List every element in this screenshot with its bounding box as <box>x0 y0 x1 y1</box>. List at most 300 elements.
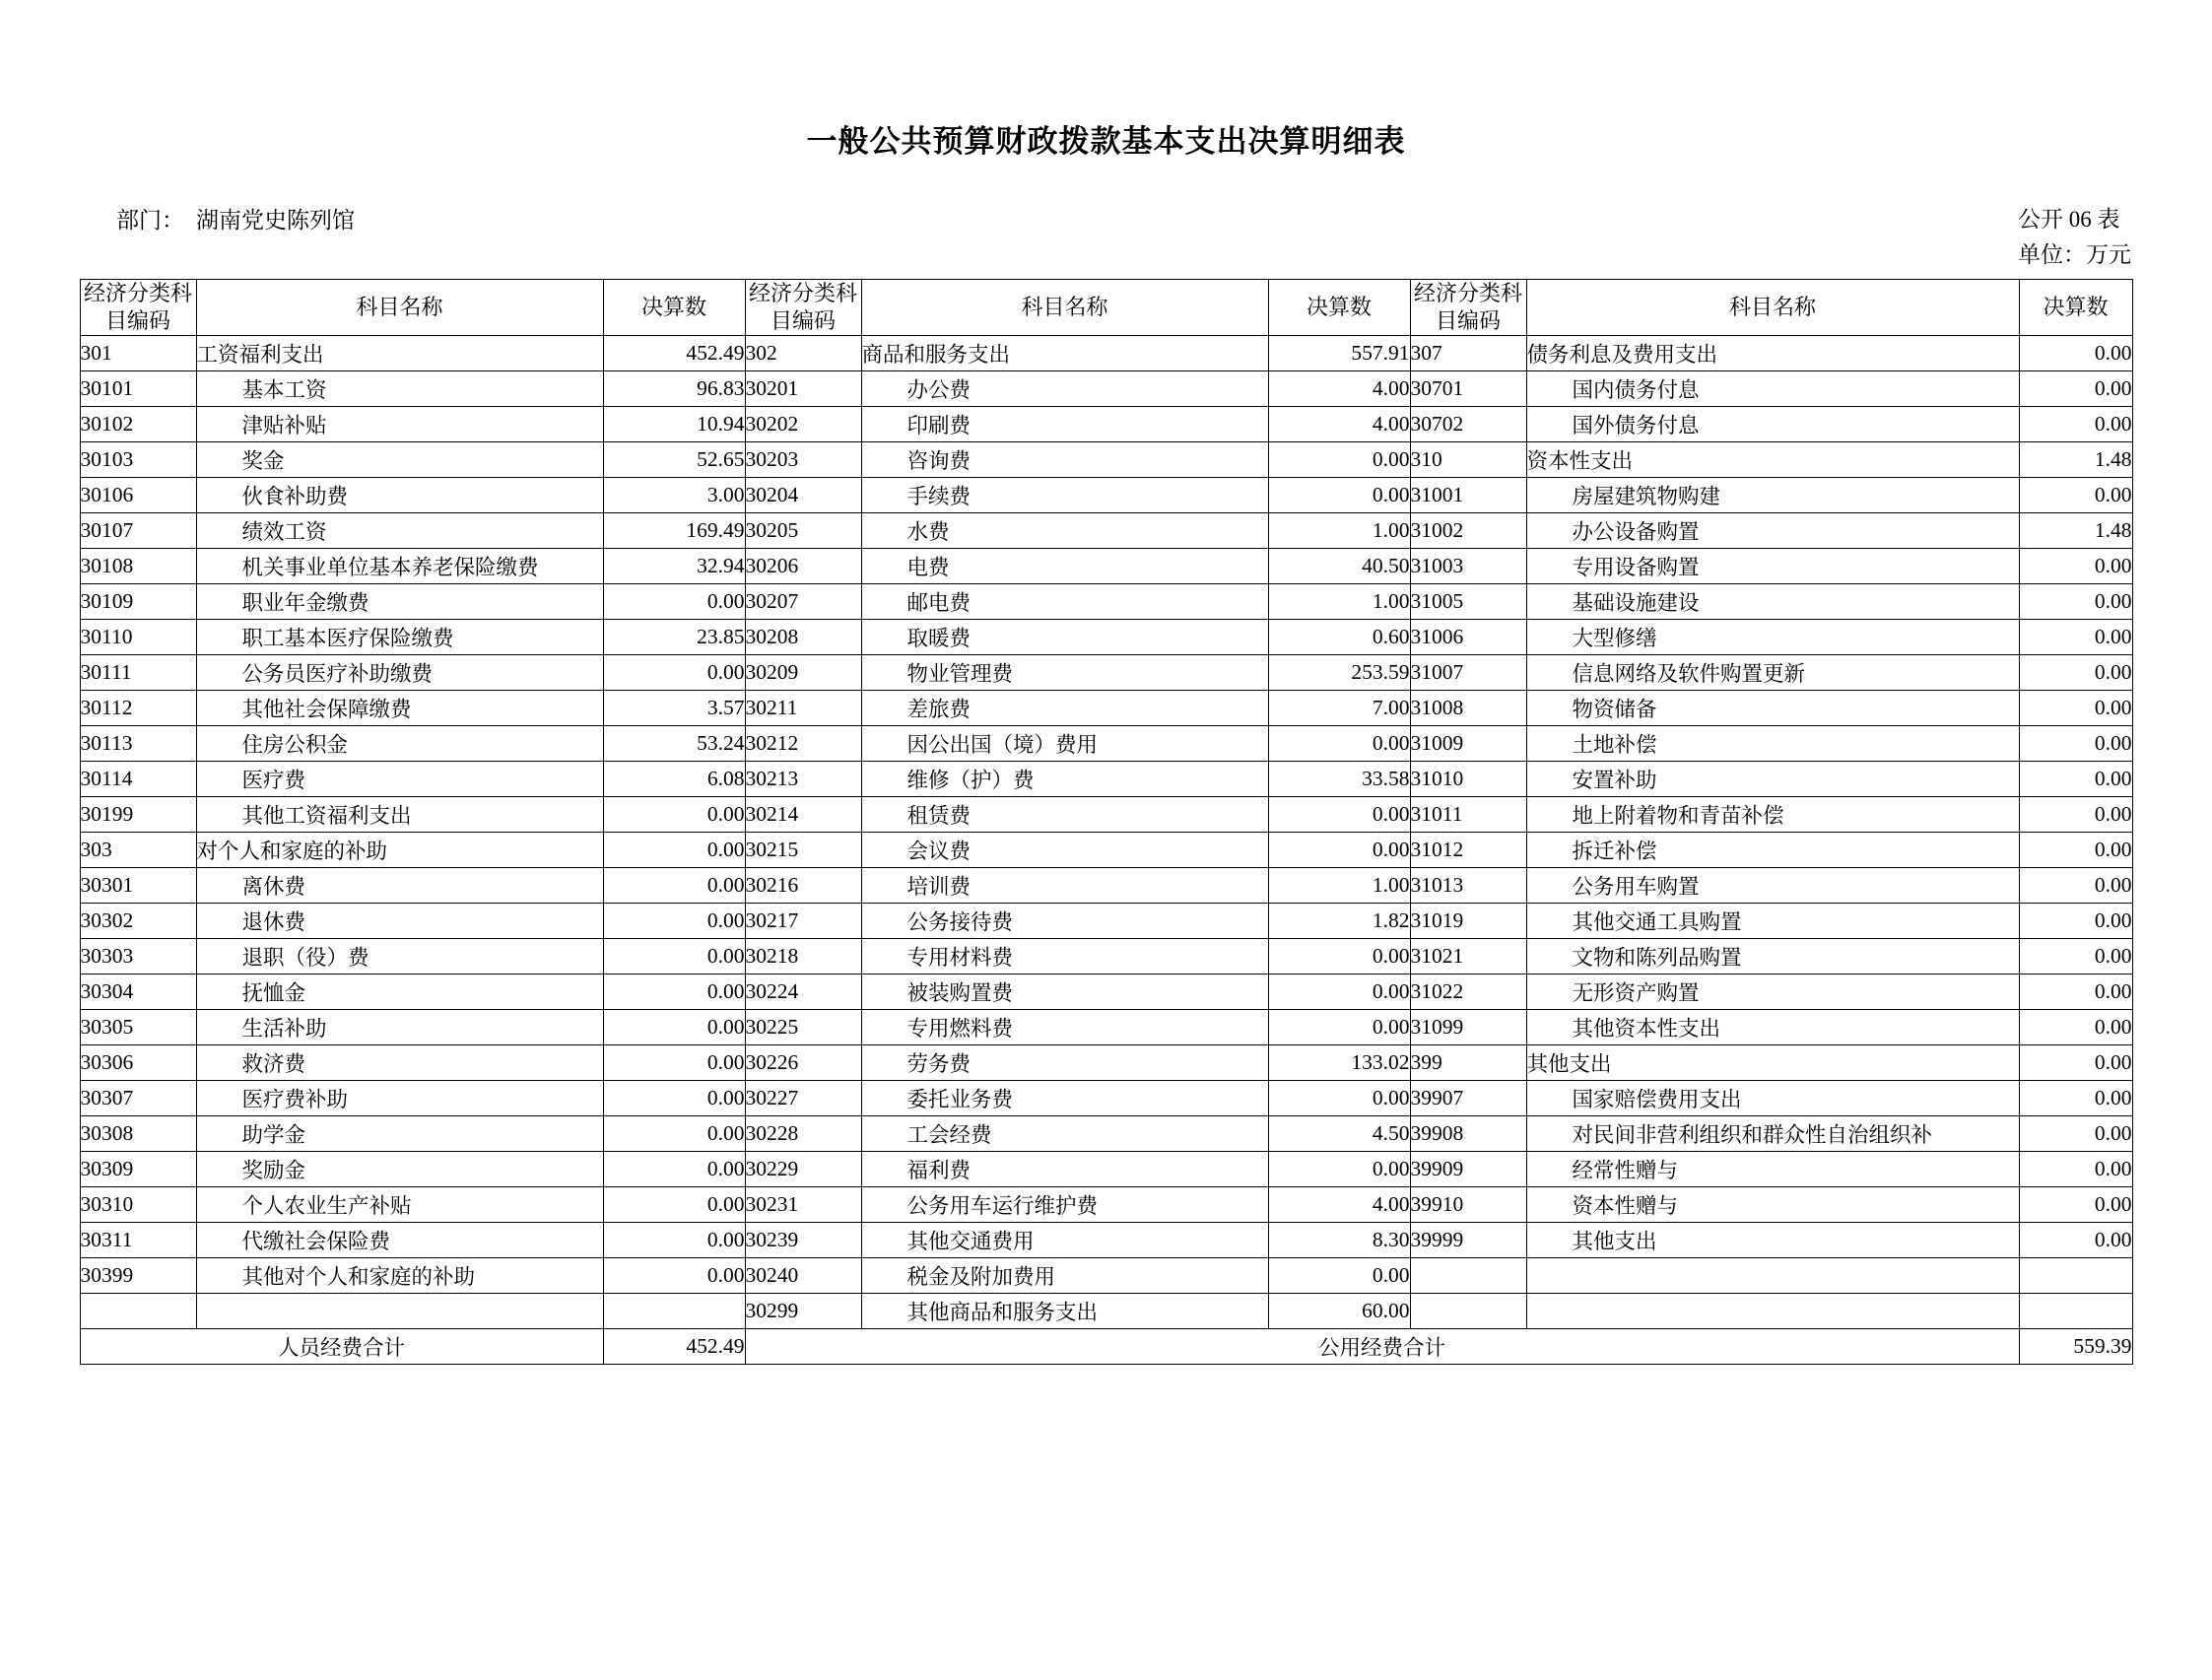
cell-amount-2: 557.91 <box>1268 336 1410 371</box>
cell-amount-1: 32.94 <box>603 549 745 584</box>
cell-amount-3: 0.00 <box>2019 1187 2132 1223</box>
cell-name-3: 经常性赠与 <box>1526 1152 2019 1187</box>
cell-code-2: 30203 <box>745 442 861 478</box>
cell-amount-1: 0.00 <box>603 1258 745 1294</box>
personnel-total-label: 人员经费合计 <box>80 1329 603 1365</box>
public-total-value: 559.39 <box>2019 1329 2132 1365</box>
cell-amount-3: 0.00 <box>2019 762 2132 797</box>
cell-code-3: 31008 <box>1410 691 1526 726</box>
cell-amount-2: 1.00 <box>1268 868 1410 904</box>
cell-code-2: 30228 <box>745 1116 861 1152</box>
cell-amount-3: 0.00 <box>2019 1152 2132 1187</box>
cell-amount-1: 452.49 <box>603 336 745 371</box>
cell-amount-1: 0.00 <box>603 868 745 904</box>
unit-label: 单位：万元 <box>2018 241 2131 267</box>
cell-code-2: 30215 <box>745 833 861 868</box>
cell-code-3 <box>1410 1258 1526 1294</box>
cell-amount-1: 0.00 <box>603 833 745 868</box>
cell-code-2: 30224 <box>745 974 861 1010</box>
cell-amount-3: 0.00 <box>2019 1223 2132 1258</box>
cell-code-3 <box>1410 1294 1526 1329</box>
cell-amount-3: 0.00 <box>2019 833 2132 868</box>
cell-code-1: 30111 <box>80 655 196 691</box>
cell-code-2: 30212 <box>745 726 861 762</box>
cell-code-3: 39999 <box>1410 1223 1526 1258</box>
cell-amount-1: 3.57 <box>603 691 745 726</box>
header-code-2: 经济分类科目编码 <box>745 280 861 336</box>
cell-amount-1: 0.00 <box>603 1045 745 1081</box>
cell-amount-1: 0.00 <box>603 1152 745 1187</box>
table-row <box>80 939 2132 974</box>
department-label: 部门： <box>116 208 184 233</box>
cell-code-3: 31011 <box>1410 797 1526 833</box>
cell-name-2: 公务接待费 <box>861 904 1268 939</box>
cell-amount-3: 0.00 <box>2019 797 2132 833</box>
cell-code-2: 30226 <box>745 1045 861 1081</box>
header-name-2: 科目名称 <box>861 280 1268 336</box>
cell-name-2: 邮电费 <box>861 584 1268 620</box>
table-header <box>80 280 2132 336</box>
cell-name-3: 大型修缮 <box>1526 620 2019 655</box>
cell-amount-2: 1.00 <box>1268 584 1410 620</box>
cell-code-1: 30304 <box>80 974 196 1010</box>
cell-name-2: 咨询费 <box>861 442 1268 478</box>
cell-code-1: 30102 <box>80 407 196 442</box>
cell-name-3: 其他支出 <box>1526 1223 2019 1258</box>
cell-amount-3: 0.00 <box>2019 939 2132 974</box>
cell-amount-2: 0.60 <box>1268 620 1410 655</box>
cell-amount-3: 1.48 <box>2019 513 2132 549</box>
cell-code-2: 30218 <box>745 939 861 974</box>
cell-code-3: 30701 <box>1410 371 1526 407</box>
cell-name-2: 专用材料费 <box>861 939 1268 974</box>
cell-code-1: 30114 <box>80 762 196 797</box>
cell-name-1: 代缴社会保险费 <box>196 1223 603 1258</box>
cell-name-2: 维修（护）费 <box>861 762 1268 797</box>
header-name-1: 科目名称 <box>196 280 603 336</box>
cell-amount-1: 0.00 <box>603 1081 745 1116</box>
cell-name-1: 医疗费补助 <box>196 1081 603 1116</box>
cell-name-1: 伙食补助费 <box>196 478 603 513</box>
public-total-label: 公用经费合计 <box>745 1329 2019 1365</box>
cell-name-3: 其他资本性支出 <box>1526 1010 2019 1045</box>
cell-name-1: 奖励金 <box>196 1152 603 1187</box>
cell-name-1: 工资福利支出 <box>196 336 603 371</box>
cell-name-3 <box>1526 1258 2019 1294</box>
cell-name-1: 助学金 <box>196 1116 603 1152</box>
cell-amount-1 <box>603 1294 745 1329</box>
cell-name-2: 电费 <box>861 549 1268 584</box>
cell-amount-2: 0.00 <box>1268 974 1410 1010</box>
cell-code-2: 30229 <box>745 1152 861 1187</box>
cell-code-3: 39908 <box>1410 1116 1526 1152</box>
cell-code-3: 30702 <box>1410 407 1526 442</box>
cell-code-2: 30205 <box>745 513 861 549</box>
table-row <box>80 1187 2132 1223</box>
cell-code-1: 30306 <box>80 1045 196 1081</box>
cell-name-2: 办公费 <box>861 371 1268 407</box>
header-code-1: 经济分类科目编码 <box>80 280 196 336</box>
cell-code-3: 31003 <box>1410 549 1526 584</box>
table-body <box>80 336 2132 1329</box>
cell-name-1: 其他对个人和家庭的补助 <box>196 1258 603 1294</box>
cell-code-3: 31013 <box>1410 868 1526 904</box>
table-footer <box>80 1329 2132 1365</box>
table-row <box>80 974 2132 1010</box>
cell-amount-2: 40.50 <box>1268 549 1410 584</box>
cell-code-1: 30307 <box>80 1081 196 1116</box>
table-row <box>80 797 2132 833</box>
budget-table <box>80 279 2133 1365</box>
cell-amount-3: 0.00 <box>2019 407 2132 442</box>
form-meta <box>2018 202 2131 272</box>
table-row <box>80 1258 2132 1294</box>
cell-name-2: 委托业务费 <box>861 1081 1268 1116</box>
cell-amount-1: 0.00 <box>603 655 745 691</box>
cell-code-3: 31007 <box>1410 655 1526 691</box>
cell-name-2: 福利费 <box>861 1152 1268 1187</box>
table-row <box>80 655 2132 691</box>
table-row <box>80 478 2132 513</box>
cell-code-3: 31010 <box>1410 762 1526 797</box>
cell-amount-1: 0.00 <box>603 1187 745 1223</box>
department-info <box>116 202 355 235</box>
cell-name-3: 国内债务付息 <box>1526 371 2019 407</box>
cell-code-1 <box>80 1294 196 1329</box>
personnel-total-value: 452.49 <box>603 1329 745 1365</box>
cell-name-2: 公务用车运行维护费 <box>861 1187 1268 1223</box>
department-value: 湖南党史陈列馆 <box>196 208 355 233</box>
cell-code-2: 30213 <box>745 762 861 797</box>
cell-code-2: 30225 <box>745 1010 861 1045</box>
cell-name-3: 办公设备购置 <box>1526 513 2019 549</box>
header-amount-1: 决算数 <box>603 280 745 336</box>
cell-code-2: 302 <box>745 336 861 371</box>
cell-amount-3: 0.00 <box>2019 974 2132 1010</box>
cell-amount-2: 0.00 <box>1268 797 1410 833</box>
cell-amount-2: 7.00 <box>1268 691 1410 726</box>
cell-amount-2: 0.00 <box>1268 1152 1410 1187</box>
cell-name-1: 医疗费 <box>196 762 603 797</box>
cell-amount-3 <box>2019 1258 2132 1294</box>
cell-amount-3: 0.00 <box>2019 868 2132 904</box>
table-row <box>80 513 2132 549</box>
cell-amount-3: 0.00 <box>2019 620 2132 655</box>
header-code-3: 经济分类科目编码 <box>1410 280 1526 336</box>
cell-name-3: 资本性支出 <box>1526 442 2019 478</box>
cell-amount-1: 0.00 <box>603 797 745 833</box>
cell-code-3: 31019 <box>1410 904 1526 939</box>
table-row <box>80 726 2132 762</box>
cell-name-1: 绩效工资 <box>196 513 603 549</box>
cell-name-3: 无形资产购置 <box>1526 974 2019 1010</box>
cell-amount-2: 60.00 <box>1268 1294 1410 1329</box>
cell-name-1: 职工基本医疗保险缴费 <box>196 620 603 655</box>
cell-code-1: 301 <box>80 336 196 371</box>
cell-name-1 <box>196 1294 603 1329</box>
cell-amount-1: 23.85 <box>603 620 745 655</box>
table-row <box>80 1116 2132 1152</box>
cell-amount-1: 0.00 <box>603 584 745 620</box>
cell-amount-3: 0.00 <box>2019 904 2132 939</box>
cell-amount-2: 4.00 <box>1268 371 1410 407</box>
cell-code-3: 31001 <box>1410 478 1526 513</box>
cell-name-2: 其他商品和服务支出 <box>861 1294 1268 1329</box>
cell-amount-3: 0.00 <box>2019 584 2132 620</box>
cell-name-1: 奖金 <box>196 442 603 478</box>
cell-name-3: 文物和陈列品购置 <box>1526 939 2019 974</box>
cell-name-1: 救济费 <box>196 1045 603 1081</box>
cell-name-3: 国外债务付息 <box>1526 407 2019 442</box>
cell-name-1: 津贴补贴 <box>196 407 603 442</box>
cell-name-3: 公务用车购置 <box>1526 868 2019 904</box>
cell-code-2: 30216 <box>745 868 861 904</box>
table-row <box>80 442 2132 478</box>
cell-name-2: 劳务费 <box>861 1045 1268 1081</box>
cell-name-3: 土地补偿 <box>1526 726 2019 762</box>
table-row <box>80 1294 2132 1329</box>
form-number: 公开 06 表 <box>2018 207 2120 232</box>
cell-code-1: 30113 <box>80 726 196 762</box>
table-row <box>80 1223 2132 1258</box>
cell-name-2: 其他交通费用 <box>861 1223 1268 1258</box>
table-row <box>80 762 2132 797</box>
cell-name-1: 生活补助 <box>196 1010 603 1045</box>
table-row <box>80 868 2132 904</box>
cell-code-2: 30208 <box>745 620 861 655</box>
cell-code-2: 30227 <box>745 1081 861 1116</box>
cell-amount-1: 6.08 <box>603 762 745 797</box>
cell-amount-3: 0.00 <box>2019 1045 2132 1081</box>
cell-name-2: 水费 <box>861 513 1268 549</box>
cell-name-2: 物业管理费 <box>861 655 1268 691</box>
cell-name-1: 退职（役）费 <box>196 939 603 974</box>
cell-amount-2: 133.02 <box>1268 1045 1410 1081</box>
cell-amount-2: 4.50 <box>1268 1116 1410 1152</box>
cell-name-2: 工会经费 <box>861 1116 1268 1152</box>
table-row <box>80 336 2132 371</box>
table-row <box>80 1010 2132 1045</box>
cell-name-3: 其他交通工具购置 <box>1526 904 2019 939</box>
cell-amount-3: 0.00 <box>2019 1081 2132 1116</box>
header-amount-3: 决算数 <box>2019 280 2132 336</box>
cell-amount-2: 1.82 <box>1268 904 1410 939</box>
cell-name-1: 基本工资 <box>196 371 603 407</box>
cell-name-1: 对个人和家庭的补助 <box>196 833 603 868</box>
meta-row <box>0 202 2212 271</box>
cell-code-3: 31002 <box>1410 513 1526 549</box>
table-row <box>80 1081 2132 1116</box>
cell-amount-1: 52.65 <box>603 442 745 478</box>
cell-name-2: 手续费 <box>861 478 1268 513</box>
cell-amount-3: 0.00 <box>2019 1116 2132 1152</box>
cell-name-3: 专用设备购置 <box>1526 549 2019 584</box>
cell-name-1: 退休费 <box>196 904 603 939</box>
cell-amount-2: 8.30 <box>1268 1223 1410 1258</box>
cell-name-1: 住房公积金 <box>196 726 603 762</box>
cell-amount-3: 0.00 <box>2019 549 2132 584</box>
cell-name-3 <box>1526 1294 2019 1329</box>
cell-code-1: 30107 <box>80 513 196 549</box>
cell-amount-3: 0.00 <box>2019 726 2132 762</box>
cell-amount-2: 4.00 <box>1268 1187 1410 1223</box>
cell-code-1: 30301 <box>80 868 196 904</box>
cell-code-1: 30103 <box>80 442 196 478</box>
cell-name-2: 专用燃料费 <box>861 1010 1268 1045</box>
table-row <box>80 371 2132 407</box>
cell-code-2: 30240 <box>745 1258 861 1294</box>
cell-name-3: 对民间非营利组织和群众性自治组织补 <box>1526 1116 2019 1152</box>
page-title: 一般公共预算财政拨款基本支出决算明细表 <box>806 124 1406 159</box>
cell-code-2: 30201 <box>745 371 861 407</box>
cell-code-3: 399 <box>1410 1045 1526 1081</box>
cell-name-3: 房屋建筑物购建 <box>1526 478 2019 513</box>
cell-name-2: 税金及附加费用 <box>861 1258 1268 1294</box>
cell-amount-1: 0.00 <box>603 939 745 974</box>
cell-name-3: 基础设施建设 <box>1526 584 2019 620</box>
table-row <box>80 1152 2132 1187</box>
cell-amount-1: 0.00 <box>603 974 745 1010</box>
cell-name-3: 国家赔偿费用支出 <box>1526 1081 2019 1116</box>
cell-code-1: 30303 <box>80 939 196 974</box>
table-row <box>80 1045 2132 1081</box>
cell-amount-1: 53.24 <box>603 726 745 762</box>
cell-name-3: 地上附着物和青苗补偿 <box>1526 797 2019 833</box>
cell-code-2: 30214 <box>745 797 861 833</box>
cell-name-1: 离休费 <box>196 868 603 904</box>
cell-amount-2: 0.00 <box>1268 442 1410 478</box>
cell-code-1: 303 <box>80 833 196 868</box>
cell-amount-2: 33.58 <box>1268 762 1410 797</box>
cell-name-2: 商品和服务支出 <box>861 336 1268 371</box>
cell-code-3: 31021 <box>1410 939 1526 974</box>
table-row <box>80 620 2132 655</box>
cell-code-2: 30207 <box>745 584 861 620</box>
cell-name-2: 被装购置费 <box>861 974 1268 1010</box>
cell-name-1: 机关事业单位基本养老保险缴费 <box>196 549 603 584</box>
cell-amount-2: 0.00 <box>1268 478 1410 513</box>
cell-code-2: 30231 <box>745 1187 861 1223</box>
cell-amount-2: 0.00 <box>1268 726 1410 762</box>
cell-code-3: 39909 <box>1410 1152 1526 1187</box>
cell-amount-2: 0.00 <box>1268 939 1410 974</box>
cell-name-2: 会议费 <box>861 833 1268 868</box>
cell-name-2: 租赁费 <box>861 797 1268 833</box>
cell-amount-1: 0.00 <box>603 904 745 939</box>
cell-amount-1: 0.00 <box>603 1010 745 1045</box>
cell-amount-2: 253.59 <box>1268 655 1410 691</box>
cell-name-2: 培训费 <box>861 868 1268 904</box>
cell-name-1: 抚恤金 <box>196 974 603 1010</box>
cell-name-2: 差旅费 <box>861 691 1268 726</box>
document-page <box>0 116 2212 1680</box>
cell-amount-2: 1.00 <box>1268 513 1410 549</box>
cell-amount-2: 0.00 <box>1268 1081 1410 1116</box>
cell-code-1: 30310 <box>80 1187 196 1223</box>
cell-code-3: 31022 <box>1410 974 1526 1010</box>
cell-code-1: 30302 <box>80 904 196 939</box>
cell-code-1: 30311 <box>80 1223 196 1258</box>
header-amount-2: 决算数 <box>1268 280 1410 336</box>
cell-amount-2: 0.00 <box>1268 833 1410 868</box>
cell-amount-1: 10.94 <box>603 407 745 442</box>
cell-code-2: 30211 <box>745 691 861 726</box>
cell-code-1: 30399 <box>80 1258 196 1294</box>
cell-code-1: 30109 <box>80 584 196 620</box>
cell-amount-3: 0.00 <box>2019 371 2132 407</box>
table-row <box>80 407 2132 442</box>
cell-code-2: 30204 <box>745 478 861 513</box>
cell-name-3: 债务利息及费用支出 <box>1526 336 2019 371</box>
cell-amount-3: 0.00 <box>2019 691 2132 726</box>
table-row <box>80 584 2132 620</box>
cell-code-1: 30110 <box>80 620 196 655</box>
cell-code-2: 30299 <box>745 1294 861 1329</box>
cell-code-3: 39907 <box>1410 1081 1526 1116</box>
cell-amount-3: 0.00 <box>2019 1010 2132 1045</box>
cell-code-3: 31012 <box>1410 833 1526 868</box>
cell-code-1: 30108 <box>80 549 196 584</box>
cell-code-1: 30101 <box>80 371 196 407</box>
cell-name-3: 信息网络及软件购置更新 <box>1526 655 2019 691</box>
cell-name-1: 职业年金缴费 <box>196 584 603 620</box>
cell-amount-3: 1.48 <box>2019 442 2132 478</box>
cell-code-1: 30199 <box>80 797 196 833</box>
cell-code-1: 30308 <box>80 1116 196 1152</box>
table-row <box>80 833 2132 868</box>
cell-amount-2: 0.00 <box>1268 1010 1410 1045</box>
cell-code-2: 30206 <box>745 549 861 584</box>
cell-amount-3: 0.00 <box>2019 655 2132 691</box>
cell-code-1: 30309 <box>80 1152 196 1187</box>
cell-code-2: 30217 <box>745 904 861 939</box>
cell-amount-3: 0.00 <box>2019 478 2132 513</box>
cell-amount-1: 0.00 <box>603 1116 745 1152</box>
cell-name-1: 个人农业生产补贴 <box>196 1187 603 1223</box>
cell-name-1: 公务员医疗补助缴费 <box>196 655 603 691</box>
cell-code-3: 31006 <box>1410 620 1526 655</box>
cell-code-3: 310 <box>1410 442 1526 478</box>
table-row <box>80 549 2132 584</box>
cell-code-2: 30239 <box>745 1223 861 1258</box>
cell-name-3: 物资储备 <box>1526 691 2019 726</box>
cell-amount-2: 0.00 <box>1268 1258 1410 1294</box>
cell-amount-3: 0.00 <box>2019 336 2132 371</box>
cell-name-2: 因公出国（境）费用 <box>861 726 1268 762</box>
cell-code-3: 39910 <box>1410 1187 1526 1223</box>
table-row <box>80 904 2132 939</box>
cell-name-2: 取暖费 <box>861 620 1268 655</box>
cell-amount-1: 169.49 <box>603 513 745 549</box>
cell-amount-2: 4.00 <box>1268 407 1410 442</box>
cell-amount-1: 0.00 <box>603 1223 745 1258</box>
cell-code-3: 307 <box>1410 336 1526 371</box>
table-row <box>80 691 2132 726</box>
header-name-3: 科目名称 <box>1526 280 2019 336</box>
cell-name-3: 其他支出 <box>1526 1045 2019 1081</box>
cell-code-3: 31009 <box>1410 726 1526 762</box>
cell-name-3: 资本性赠与 <box>1526 1187 2019 1223</box>
cell-name-3: 拆迁补偿 <box>1526 833 2019 868</box>
cell-code-1: 30112 <box>80 691 196 726</box>
cell-amount-3 <box>2019 1294 2132 1329</box>
cell-name-3: 安置补助 <box>1526 762 2019 797</box>
cell-code-2: 30209 <box>745 655 861 691</box>
cell-name-2: 印刷费 <box>861 407 1268 442</box>
cell-name-1: 其他工资福利支出 <box>196 797 603 833</box>
cell-code-3: 31099 <box>1410 1010 1526 1045</box>
cell-amount-1: 96.83 <box>603 371 745 407</box>
